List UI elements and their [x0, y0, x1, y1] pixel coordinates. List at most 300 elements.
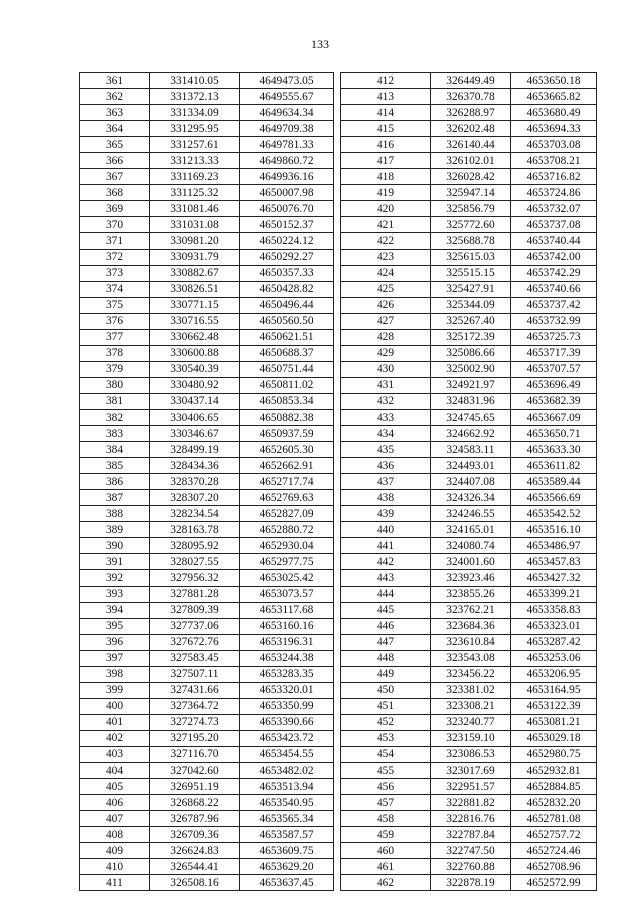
- table-row: [341, 522, 597, 538]
- point-number-cell: 460: [341, 843, 431, 859]
- y-coordinate-cell: 4653667.09: [511, 409, 597, 425]
- table-row: [341, 73, 597, 89]
- y-coordinate-cell: 4652717.74: [240, 474, 334, 490]
- y-coordinate-cell: 4650621.51: [240, 329, 334, 345]
- point-number-cell: 383: [80, 426, 150, 442]
- point-number-cell: 400: [80, 698, 150, 714]
- y-coordinate-cell: 4653682.39: [511, 393, 597, 409]
- y-coordinate-cell: 4650937.59: [240, 426, 334, 442]
- x-coordinate-cell: 325688.78: [431, 233, 511, 249]
- table-row: [80, 538, 334, 554]
- y-coordinate-cell: 4653283.35: [240, 666, 334, 682]
- table-row: [80, 618, 334, 634]
- y-coordinate-cell: 4652708.96: [511, 859, 597, 875]
- table-row: [341, 634, 597, 650]
- y-coordinate-cell: 4653423.72: [240, 730, 334, 746]
- table-row: [80, 426, 334, 442]
- table-row: [80, 859, 334, 875]
- point-number-cell: 435: [341, 442, 431, 458]
- table-row: [80, 153, 334, 169]
- x-coordinate-cell: 324831.96: [431, 393, 511, 409]
- point-number-cell: 390: [80, 538, 150, 554]
- x-coordinate-cell: 326140.44: [431, 137, 511, 153]
- y-coordinate-cell: 4652980.75: [511, 746, 597, 762]
- table-row: [341, 570, 597, 586]
- y-coordinate-cell: 4652884.85: [511, 779, 597, 795]
- y-coordinate-cell: 4653680.49: [511, 105, 597, 121]
- x-coordinate-cell: 327507.11: [150, 666, 240, 682]
- point-number-cell: 415: [341, 121, 431, 137]
- table-row: [80, 522, 334, 538]
- y-coordinate-cell: 4653633.30: [511, 442, 597, 458]
- x-coordinate-cell: 330771.15: [150, 297, 240, 313]
- y-coordinate-cell: 4653542.52: [511, 506, 597, 522]
- point-number-cell: 372: [80, 249, 150, 265]
- table-row: [80, 490, 334, 506]
- x-coordinate-cell: 327364.72: [150, 698, 240, 714]
- table-row: [341, 393, 597, 409]
- point-number-cell: 450: [341, 682, 431, 698]
- point-number-cell: 361: [80, 73, 150, 89]
- table-row: [341, 779, 597, 795]
- point-number-cell: 376: [80, 313, 150, 329]
- y-coordinate-cell: 4653029.18: [511, 730, 597, 746]
- x-coordinate-cell: 326624.83: [150, 843, 240, 859]
- x-coordinate-cell: 331169.23: [150, 169, 240, 185]
- x-coordinate-cell: 326508.16: [150, 875, 240, 891]
- y-coordinate-cell: 4650152.37: [240, 217, 334, 233]
- y-coordinate-cell: 4650853.34: [240, 393, 334, 409]
- table-row: [341, 602, 597, 618]
- y-coordinate-cell: 4653650.18: [511, 73, 597, 89]
- point-number-cell: 371: [80, 233, 150, 249]
- x-coordinate-cell: 330931.79: [150, 249, 240, 265]
- point-number-cell: 385: [80, 458, 150, 474]
- y-coordinate-cell: 4653696.49: [511, 377, 597, 393]
- x-coordinate-cell: 325267.40: [431, 313, 511, 329]
- point-number-cell: 428: [341, 329, 431, 345]
- y-coordinate-cell: 4653737.42: [511, 297, 597, 313]
- x-coordinate-cell: 330981.20: [150, 233, 240, 249]
- y-coordinate-cell: 4653737.08: [511, 217, 597, 233]
- y-coordinate-cell: 4653742.00: [511, 249, 597, 265]
- x-coordinate-cell: 331410.05: [150, 73, 240, 89]
- table-row: [80, 602, 334, 618]
- y-coordinate-cell: 4650224.12: [240, 233, 334, 249]
- x-coordinate-cell: 326102.01: [431, 153, 511, 169]
- x-coordinate-cell: 327431.66: [150, 682, 240, 698]
- table-row: [341, 233, 597, 249]
- point-number-cell: 410: [80, 859, 150, 875]
- x-coordinate-cell: 328499.19: [150, 442, 240, 458]
- y-coordinate-cell: 4653358.83: [511, 602, 597, 618]
- y-coordinate-cell: 4652832.20: [511, 795, 597, 811]
- x-coordinate-cell: 326544.41: [150, 859, 240, 875]
- x-coordinate-cell: 325427.91: [431, 281, 511, 297]
- point-number-cell: 423: [341, 249, 431, 265]
- table-row: [80, 137, 334, 153]
- point-number-cell: 425: [341, 281, 431, 297]
- table-row: [341, 698, 597, 714]
- x-coordinate-cell: 327956.32: [150, 570, 240, 586]
- point-number-cell: 447: [341, 634, 431, 650]
- y-coordinate-cell: 4653117.68: [240, 602, 334, 618]
- table-row: [341, 650, 597, 666]
- x-coordinate-cell: 326709.36: [150, 827, 240, 843]
- coordinates-table-left: [79, 72, 334, 891]
- table-row: [341, 426, 597, 442]
- point-number-cell: 381: [80, 393, 150, 409]
- point-number-cell: 369: [80, 201, 150, 217]
- table-row: [341, 490, 597, 506]
- x-coordinate-cell: 322760.88: [431, 859, 511, 875]
- table-row: [80, 474, 334, 490]
- point-number-cell: 382: [80, 409, 150, 425]
- y-coordinate-cell: 4652880.72: [240, 522, 334, 538]
- table-row: [341, 506, 597, 522]
- x-coordinate-cell: 322951.57: [431, 779, 511, 795]
- y-coordinate-cell: 4653323.01: [511, 618, 597, 634]
- page-number: 133: [311, 37, 329, 51]
- point-number-cell: 411: [80, 875, 150, 891]
- table-row: [341, 538, 597, 554]
- x-coordinate-cell: 328370.28: [150, 474, 240, 490]
- y-coordinate-cell: 4650751.44: [240, 361, 334, 377]
- x-coordinate-cell: 324583.11: [431, 442, 511, 458]
- point-number-cell: 418: [341, 169, 431, 185]
- x-coordinate-cell: 322878.19: [431, 875, 511, 891]
- table-row: [341, 554, 597, 570]
- y-coordinate-cell: 4653427.32: [511, 570, 597, 586]
- x-coordinate-cell: 326202.48: [431, 121, 511, 137]
- y-coordinate-cell: 4652827.09: [240, 506, 334, 522]
- point-number-cell: 426: [341, 297, 431, 313]
- point-number-cell: 434: [341, 426, 431, 442]
- x-coordinate-cell: 323684.36: [431, 618, 511, 634]
- table-row: [80, 442, 334, 458]
- x-coordinate-cell: 331125.32: [150, 185, 240, 201]
- y-coordinate-cell: 4649709.38: [240, 121, 334, 137]
- y-coordinate-cell: 4653565.34: [240, 811, 334, 827]
- x-coordinate-cell: 325856.79: [431, 201, 511, 217]
- x-coordinate-cell: 331257.61: [150, 137, 240, 153]
- point-number-cell: 363: [80, 105, 150, 121]
- table-row: [341, 201, 597, 217]
- x-coordinate-cell: 331081.46: [150, 201, 240, 217]
- y-coordinate-cell: 4653725.73: [511, 329, 597, 345]
- table-row: [341, 859, 597, 875]
- x-coordinate-cell: 326951.19: [150, 779, 240, 795]
- point-number-cell: 458: [341, 811, 431, 827]
- x-coordinate-cell: 330716.55: [150, 313, 240, 329]
- table-row: [341, 746, 597, 762]
- table-row: [80, 345, 334, 361]
- point-number-cell: 438: [341, 490, 431, 506]
- x-coordinate-cell: 324407.08: [431, 474, 511, 490]
- x-coordinate-cell: 323610.84: [431, 634, 511, 650]
- point-number-cell: 421: [341, 217, 431, 233]
- point-number-cell: 419: [341, 185, 431, 201]
- x-coordinate-cell: 327583.45: [150, 650, 240, 666]
- y-coordinate-cell: 4653513.94: [240, 779, 334, 795]
- x-coordinate-cell: 326449.49: [431, 73, 511, 89]
- x-coordinate-cell: 327116.70: [150, 746, 240, 762]
- table-row: [341, 730, 597, 746]
- y-coordinate-cell: 4653717.39: [511, 345, 597, 361]
- x-coordinate-cell: 327809.39: [150, 602, 240, 618]
- y-coordinate-cell: 4652781.08: [511, 811, 597, 827]
- table-row: [341, 666, 597, 682]
- y-coordinate-cell: 4653716.82: [511, 169, 597, 185]
- y-coordinate-cell: 4653350.99: [240, 698, 334, 714]
- x-coordinate-cell: 331031.08: [150, 217, 240, 233]
- x-coordinate-cell: 331334.09: [150, 105, 240, 121]
- y-coordinate-cell: 4650292.27: [240, 249, 334, 265]
- point-number-cell: 456: [341, 779, 431, 795]
- point-number-cell: 396: [80, 634, 150, 650]
- point-number-cell: 439: [341, 506, 431, 522]
- point-number-cell: 412: [341, 73, 431, 89]
- y-coordinate-cell: 4649860.72: [240, 153, 334, 169]
- point-number-cell: 367: [80, 169, 150, 185]
- y-coordinate-cell: 4650076.70: [240, 201, 334, 217]
- y-coordinate-cell: 4649473.05: [240, 73, 334, 89]
- y-coordinate-cell: 4653516.10: [511, 522, 597, 538]
- y-coordinate-cell: 4653724.86: [511, 185, 597, 201]
- x-coordinate-cell: 323240.77: [431, 714, 511, 730]
- point-number-cell: 441: [341, 538, 431, 554]
- y-coordinate-cell: 4650688.37: [240, 345, 334, 361]
- point-number-cell: 431: [341, 377, 431, 393]
- x-coordinate-cell: 324662.92: [431, 426, 511, 442]
- x-coordinate-cell: 323159.10: [431, 730, 511, 746]
- y-coordinate-cell: 4653611.82: [511, 458, 597, 474]
- x-coordinate-cell: 330826.51: [150, 281, 240, 297]
- table-row: [341, 297, 597, 313]
- y-coordinate-cell: 4653708.21: [511, 153, 597, 169]
- table-row: [341, 185, 597, 201]
- x-coordinate-cell: 327881.28: [150, 586, 240, 602]
- x-coordinate-cell: 328434.36: [150, 458, 240, 474]
- point-number-cell: 427: [341, 313, 431, 329]
- table-row: [80, 763, 334, 779]
- table-row: [80, 281, 334, 297]
- y-coordinate-cell: 4653320.01: [240, 682, 334, 698]
- x-coordinate-cell: 323855.26: [431, 586, 511, 602]
- y-coordinate-cell: 4652724.46: [511, 843, 597, 859]
- x-coordinate-cell: 324921.97: [431, 377, 511, 393]
- y-coordinate-cell: 4653390.66: [240, 714, 334, 730]
- y-coordinate-cell: 4653081.21: [511, 714, 597, 730]
- table-row: [80, 89, 334, 105]
- y-coordinate-cell: 4653650.71: [511, 426, 597, 442]
- point-number-cell: 387: [80, 490, 150, 506]
- y-coordinate-cell: 4650560.50: [240, 313, 334, 329]
- table-row: [80, 361, 334, 377]
- table-row: [80, 393, 334, 409]
- x-coordinate-cell: 324326.34: [431, 490, 511, 506]
- table-row: [80, 570, 334, 586]
- point-number-cell: 378: [80, 345, 150, 361]
- x-coordinate-cell: 328095.92: [150, 538, 240, 554]
- y-coordinate-cell: 4650428.82: [240, 281, 334, 297]
- point-number-cell: 409: [80, 843, 150, 859]
- point-number-cell: 459: [341, 827, 431, 843]
- table-row: [341, 105, 597, 121]
- y-coordinate-cell: 4653287.42: [511, 634, 597, 650]
- x-coordinate-cell: 330437.14: [150, 393, 240, 409]
- table-row: [80, 730, 334, 746]
- y-coordinate-cell: 4653457.83: [511, 554, 597, 570]
- y-coordinate-cell: 4653122.39: [511, 698, 597, 714]
- y-coordinate-cell: 4653707.57: [511, 361, 597, 377]
- table-row: [80, 249, 334, 265]
- point-number-cell: 391: [80, 554, 150, 570]
- x-coordinate-cell: 323456.22: [431, 666, 511, 682]
- x-coordinate-cell: 326370.78: [431, 89, 511, 105]
- point-number-cell: 416: [341, 137, 431, 153]
- table-body-right: [341, 73, 597, 891]
- point-number-cell: 392: [80, 570, 150, 586]
- x-coordinate-cell: 326787.96: [150, 811, 240, 827]
- x-coordinate-cell: 323923.46: [431, 570, 511, 586]
- y-coordinate-cell: 4652757.72: [511, 827, 597, 843]
- point-number-cell: 373: [80, 265, 150, 281]
- point-number-cell: 398: [80, 666, 150, 682]
- x-coordinate-cell: 325344.09: [431, 297, 511, 313]
- y-coordinate-cell: 4649555.67: [240, 89, 334, 105]
- point-number-cell: 442: [341, 554, 431, 570]
- table-row: [80, 586, 334, 602]
- y-coordinate-cell: 4653703.08: [511, 137, 597, 153]
- table-row: [80, 795, 334, 811]
- point-number-cell: 386: [80, 474, 150, 490]
- table-row: [341, 458, 597, 474]
- x-coordinate-cell: 322787.84: [431, 827, 511, 843]
- point-number-cell: 451: [341, 698, 431, 714]
- x-coordinate-cell: 326868.22: [150, 795, 240, 811]
- x-coordinate-cell: 331372.13: [150, 89, 240, 105]
- x-coordinate-cell: 328234.54: [150, 506, 240, 522]
- table-row: [80, 827, 334, 843]
- table-row: [341, 153, 597, 169]
- point-number-cell: 389: [80, 522, 150, 538]
- table-row: [80, 185, 334, 201]
- x-coordinate-cell: 322747.50: [431, 843, 511, 859]
- x-coordinate-cell: 324165.01: [431, 522, 511, 538]
- table-row: [341, 121, 597, 137]
- x-coordinate-cell: 327737.06: [150, 618, 240, 634]
- point-number-cell: 370: [80, 217, 150, 233]
- table-row: [80, 698, 334, 714]
- table-row: [80, 409, 334, 425]
- point-number-cell: 430: [341, 361, 431, 377]
- x-coordinate-cell: 330882.67: [150, 265, 240, 281]
- table-row: [80, 217, 334, 233]
- point-number-cell: 401: [80, 714, 150, 730]
- table-row: [341, 586, 597, 602]
- point-number-cell: 454: [341, 746, 431, 762]
- table-row: [341, 795, 597, 811]
- point-number-cell: 461: [341, 859, 431, 875]
- table-row: [341, 169, 597, 185]
- x-coordinate-cell: 328163.78: [150, 522, 240, 538]
- table-row: [341, 442, 597, 458]
- point-number-cell: 462: [341, 875, 431, 891]
- x-coordinate-cell: 325615.03: [431, 249, 511, 265]
- table-row: [341, 763, 597, 779]
- table-row: [80, 297, 334, 313]
- table-row: [80, 329, 334, 345]
- point-number-cell: 429: [341, 345, 431, 361]
- table-row: [80, 377, 334, 393]
- y-coordinate-cell: 4653164.95: [511, 682, 597, 698]
- table-row: [341, 345, 597, 361]
- x-coordinate-cell: 323762.21: [431, 602, 511, 618]
- table-row: [80, 121, 334, 137]
- table-row: [341, 474, 597, 490]
- x-coordinate-cell: 330662.48: [150, 329, 240, 345]
- y-coordinate-cell: 4653732.99: [511, 313, 597, 329]
- table-row: [80, 554, 334, 570]
- x-coordinate-cell: 325086.66: [431, 345, 511, 361]
- y-coordinate-cell: 4653160.16: [240, 618, 334, 634]
- table-row: [80, 201, 334, 217]
- x-coordinate-cell: 328027.55: [150, 554, 240, 570]
- point-number-cell: 379: [80, 361, 150, 377]
- table-row: [341, 875, 597, 891]
- x-coordinate-cell: 325172.39: [431, 329, 511, 345]
- y-coordinate-cell: 4652930.04: [240, 538, 334, 554]
- x-coordinate-cell: 330406.65: [150, 409, 240, 425]
- point-number-cell: 433: [341, 409, 431, 425]
- x-coordinate-cell: 323308.21: [431, 698, 511, 714]
- point-number-cell: 448: [341, 650, 431, 666]
- table-row: [80, 233, 334, 249]
- table-row: [80, 650, 334, 666]
- x-coordinate-cell: 327274.73: [150, 714, 240, 730]
- x-coordinate-cell: 330600.88: [150, 345, 240, 361]
- y-coordinate-cell: 4653540.95: [240, 795, 334, 811]
- coordinates-table-right: [340, 72, 597, 891]
- table-row: [341, 618, 597, 634]
- point-number-cell: 422: [341, 233, 431, 249]
- x-coordinate-cell: 330540.39: [150, 361, 240, 377]
- y-coordinate-cell: 4653740.44: [511, 233, 597, 249]
- point-number-cell: 436: [341, 458, 431, 474]
- table-row: [341, 137, 597, 153]
- table-row: [341, 843, 597, 859]
- y-coordinate-cell: 4649781.33: [240, 137, 334, 153]
- y-coordinate-cell: 4653253.06: [511, 650, 597, 666]
- point-number-cell: 437: [341, 474, 431, 490]
- x-coordinate-cell: 327195.20: [150, 730, 240, 746]
- table-body-left: [80, 73, 334, 891]
- y-coordinate-cell: 4653629.20: [240, 859, 334, 875]
- x-coordinate-cell: 325772.60: [431, 217, 511, 233]
- y-coordinate-cell: 4653637.45: [240, 875, 334, 891]
- x-coordinate-cell: 331295.95: [150, 121, 240, 137]
- point-number-cell: 365: [80, 137, 150, 153]
- y-coordinate-cell: 4653742.29: [511, 265, 597, 281]
- table-row: [341, 714, 597, 730]
- table-row: [341, 217, 597, 233]
- x-coordinate-cell: 324745.65: [431, 409, 511, 425]
- y-coordinate-cell: 4652572.99: [511, 875, 597, 891]
- point-number-cell: 366: [80, 153, 150, 169]
- table-row: [341, 409, 597, 425]
- y-coordinate-cell: 4649936.16: [240, 169, 334, 185]
